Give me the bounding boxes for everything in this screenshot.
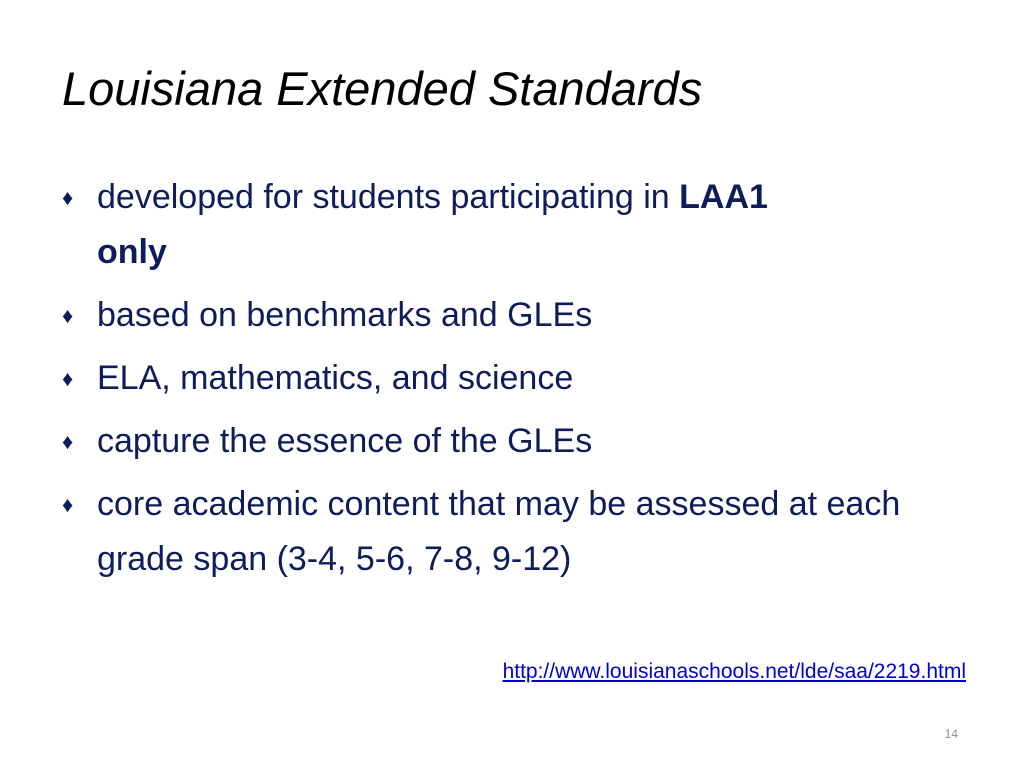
- diamond-bullet-icon: ♦: [62, 366, 74, 391]
- bullet-list: [62, 170, 972, 595]
- bullet-text: developed for students participating in: [97, 178, 680, 216]
- bullet-item: [62, 414, 972, 469]
- bullet-bold-text: LAA1: [679, 178, 768, 216]
- bullet-item: [62, 170, 972, 280]
- bullet-item: [62, 477, 972, 587]
- bullet-item: [62, 351, 972, 406]
- bullet-text: ELA, mathematics, and science: [97, 359, 574, 397]
- page-number: 14: [944, 727, 958, 741]
- diamond-bullet-icon: ♦: [62, 303, 74, 328]
- slide-title: Louisiana Extended Standards: [62, 62, 703, 115]
- diamond-bullet-icon: ♦: [62, 429, 74, 454]
- bullet-bold-text: only: [97, 233, 167, 271]
- bullet-text: capture the essence of the GLEs: [97, 422, 593, 460]
- diamond-bullet-icon: ♦: [62, 492, 74, 517]
- bullet-item: [62, 288, 972, 343]
- source-link[interactable]: http://www.louisianaschools.net/lde/saa/2219.html: [502, 660, 966, 683]
- bullet-text: based on benchmarks and GLEs: [97, 296, 593, 334]
- diamond-bullet-icon: ♦: [62, 185, 74, 210]
- bullet-text: core academic content that may be assessed at each grade span (3-4, 5-6, 7-8, 9-12): [97, 485, 901, 578]
